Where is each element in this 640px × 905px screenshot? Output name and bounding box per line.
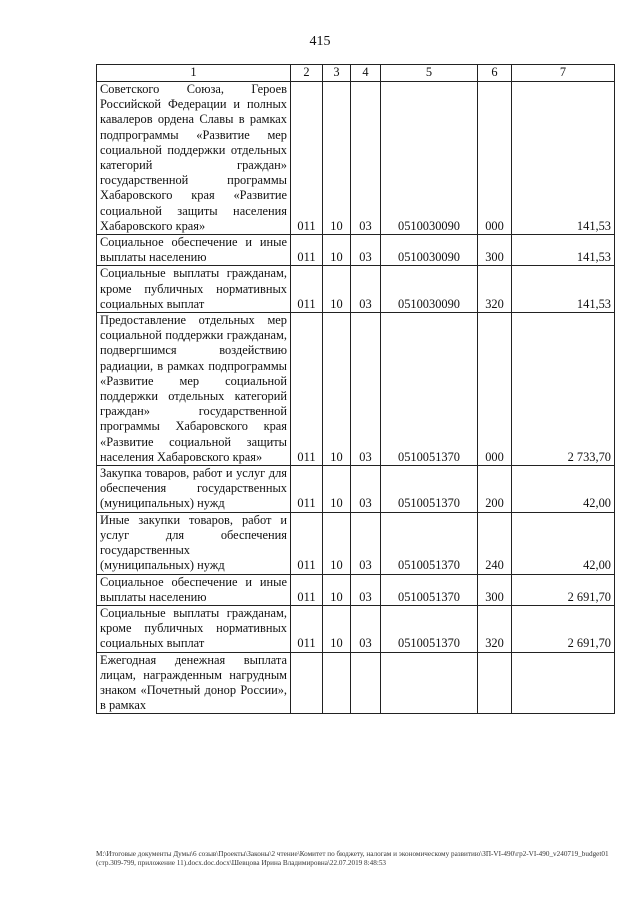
section-code: 10 [323, 512, 351, 574]
header-cell: 1 [97, 65, 291, 82]
target-article-code: 0510051370 [381, 605, 478, 652]
expense-type-code: 000 [478, 313, 512, 466]
amount: 2 691,70 [512, 605, 615, 652]
row-name: Иные закупки товаров, работ и услуг для обеспечения государственных (муниципальных) нужд [97, 512, 291, 574]
admin-code: 011 [291, 512, 323, 574]
subsection-code: 03 [351, 82, 381, 235]
admin-code: 011 [291, 466, 323, 513]
subsection-code: 03 [351, 266, 381, 313]
header-cell: 3 [323, 65, 351, 82]
target-article-code: 0510030090 [381, 266, 478, 313]
section-code: 10 [323, 466, 351, 513]
section-code: 10 [323, 235, 351, 266]
expense-type-code: 240 [478, 512, 512, 574]
section-code: 10 [323, 574, 351, 605]
row-name: Советского Союза, Героев Российской Федерации и полных кавалеров ордена Славы в рамках подпрограммы «Развитие мер социальной поддержки отдельных категорий граждан» государственной программы Хабаровского края «Развитие социальной защиты населения Хабаровского края» [97, 82, 291, 235]
amount: 141,53 [512, 266, 615, 313]
row-name: Социальное обеспечение и иные выплаты населению [97, 574, 291, 605]
section-code: 10 [323, 266, 351, 313]
subsection-code: 03 [351, 605, 381, 652]
subsection-code: 03 [351, 574, 381, 605]
row-name: Социальные выплаты гражданам, кроме публичных нормативных социальных выплат [97, 605, 291, 652]
section-code: 10 [323, 313, 351, 466]
expense-type-code: 200 [478, 466, 512, 513]
subsection-code: 03 [351, 512, 381, 574]
section-code: 10 [323, 82, 351, 235]
subsection-code: 03 [351, 235, 381, 266]
table-row [97, 235, 615, 266]
row-name: Ежегодная денежная выплата лицам, награжденным нагрудным знаком «Почетный донор России», в рамках [97, 652, 291, 714]
target-article-code: 0510030090 [381, 235, 478, 266]
header-cell: 6 [478, 65, 512, 82]
amount: 141,53 [512, 82, 615, 235]
subsection-code [351, 652, 381, 714]
header-cell: 5 [381, 65, 478, 82]
budget-table [96, 64, 615, 714]
amount [512, 652, 615, 714]
header-cell: 2 [291, 65, 323, 82]
page-number: 415 [309, 34, 331, 49]
header-cell: 4 [351, 65, 381, 82]
expense-type-code: 300 [478, 235, 512, 266]
table-row [97, 574, 615, 605]
table-row [97, 512, 615, 574]
target-article-code [381, 652, 478, 714]
target-article-code: 0510030090 [381, 82, 478, 235]
amount: 42,00 [512, 466, 615, 513]
expense-type-code: 300 [478, 574, 512, 605]
row-name: Закупка товаров, работ и услуг для обеспечения государственных (муниципальных) нужд [97, 466, 291, 513]
admin-code: 011 [291, 605, 323, 652]
amount: 2 733,70 [512, 313, 615, 466]
subsection-code: 03 [351, 313, 381, 466]
table-row [97, 652, 615, 714]
row-name: Социальное обеспечение и иные выплаты населению [97, 235, 291, 266]
target-article-code: 0510051370 [381, 512, 478, 574]
target-article-code: 0510051370 [381, 313, 478, 466]
expense-type-code [478, 652, 512, 714]
expense-type-code: 000 [478, 82, 512, 235]
expense-type-code: 320 [478, 605, 512, 652]
admin-code: 011 [291, 235, 323, 266]
section-code: 10 [323, 605, 351, 652]
table-row [97, 605, 615, 652]
row-name: Предоставление отдельных мер социальной поддержки гражданам, подвергшимся воздействию радиации, в рамках подпрограммы «Развитие мер социальной поддержки отдельных категорий граждан» государственной программы Хабаровского края «Развитие социальной защиты населения Хабаровского края» [97, 313, 291, 466]
amount: 141,53 [512, 235, 615, 266]
expense-type-code: 320 [478, 266, 512, 313]
subsection-code: 03 [351, 466, 381, 513]
row-name: Социальные выплаты гражданам, кроме публичных нормативных социальных выплат [97, 266, 291, 313]
amount: 2 691,70 [512, 574, 615, 605]
table-row [97, 82, 615, 235]
admin-code: 011 [291, 82, 323, 235]
header-row [97, 65, 615, 82]
admin-code: 011 [291, 266, 323, 313]
admin-code: 011 [291, 313, 323, 466]
table-row [97, 266, 615, 313]
table-row [97, 313, 615, 466]
amount: 42,00 [512, 512, 615, 574]
target-article-code: 0510051370 [381, 574, 478, 605]
document-path-footer: M:\Итоговые документы Думы\6 созыв\Проекты\Законы\2 чтение\Комитет по бюджету, налогам и экономическому развитию\ЗП-VI-490\гр2-VI-490_v240719_budget01(стр.309-799, приложение 11).docx.doc.docx\Шевцова Ирина Владимировна\22.07.2019 8:48:53 [96, 850, 609, 867]
table-row [97, 466, 615, 513]
header-cell: 7 [512, 65, 615, 82]
target-article-code: 0510051370 [381, 466, 478, 513]
admin-code [291, 652, 323, 714]
section-code [323, 652, 351, 714]
admin-code: 011 [291, 574, 323, 605]
